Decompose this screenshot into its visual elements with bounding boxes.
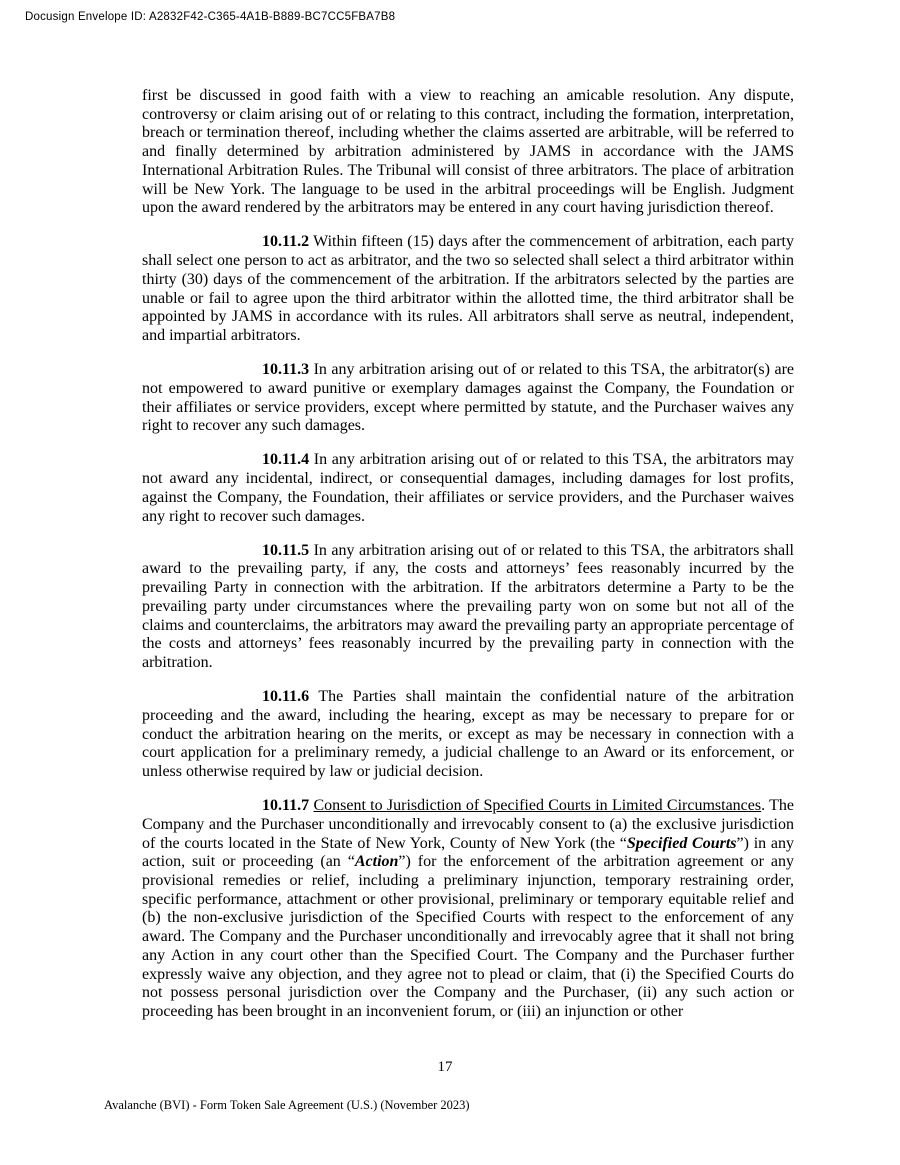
text-run: 10.11.6 bbox=[262, 688, 310, 706]
text-run: The Parties shall maintain the confidential nature of the arbitration proceeding and the award, including the hearing, except as may be necessary to prepare for or conduct the arbitration hearing on the merits, or except as may be necessary in connection with a court application for a preliminary remedy, a judicial challenge to an Award or its enforcement, or unless otherwise required by law or judicial decision. bbox=[142, 688, 794, 780]
docusign-envelope-id: Docusign Envelope ID: A2832F42-C365-4A1B-B889-BC7CC5FBA7B8 bbox=[25, 11, 396, 23]
paragraph bbox=[142, 361, 794, 436]
paragraph bbox=[142, 688, 794, 782]
text-run: Specified Courts bbox=[626, 834, 737, 852]
text-run: 10.11.3 bbox=[262, 361, 310, 379]
text-run: Within fifteen (15) days after the commencement of arbitration, each party shall select one person to act as arbitrator, and the two so selected shall select a third arbitrator within thirty (30) days of the commencement of the arbitration. If the arbitrators selected by the parties are unable or fail to agree upon the third arbitrator within the allotted time, the third arbitrator shall be appointed by JAMS in accordance with its rules. All arbitrators shall serve as neutral, independent, and impartial arbitrators. bbox=[142, 233, 794, 344]
text-run: 10.11.5 bbox=[262, 541, 310, 559]
paragraph bbox=[142, 233, 794, 345]
text-run: Consent to Jurisdiction of Specified Courts in Limited Circumstances bbox=[313, 797, 762, 815]
text-run: ”) for the enforcement of the arbitration agreement or any provisional remedies or relief, including a preliminary injunction, temporary restraining order, specific performance, attachment or other provisional, preliminary or temporary equitable relief and (b) the non-exclusive jurisdiction of the Specified Courts with respect to the enforcement of any award. The Company and the Purchaser unconditionally and irrevocably agree that it shall not bring any Action in any court other than the Specified Court. The Company and the Purchaser further expressly waive any objection, and they agree not to plead or claim, that (i) the Specified Courts do not possess personal jurisdiction over the Company and the Purchaser, (ii) any such action or proceeding has been brought in an inconvenient forum, or (iii) an injunction or other bbox=[142, 853, 794, 1020]
text-run: 10.11.2 bbox=[262, 233, 310, 251]
text-run: 10.11.7 bbox=[262, 797, 310, 815]
document-footer: Avalanche (BVI) - Form Token Sale Agreement (U.S.) (November 2023) bbox=[104, 1098, 470, 1112]
paragraph bbox=[142, 87, 794, 218]
text-run: . The Company and the Purchaser unconditionally and irrevocably consent to (a) the exclusive jurisdiction of the courts located in the State of New York, County of New York (the “ bbox=[142, 797, 795, 852]
text-run: In any arbitration arising out of or related to this TSA, the arbitrator(s) are not empowered to award punitive or exemplary damages against the Company, the Foundation or their affiliates or service providers, except where permitted by statute, and the Purchaser waives any right to recover any such damages. bbox=[142, 361, 794, 435]
text-run: In any arbitration arising out of or related to this TSA, the arbitrators shall award to the prevailing party, if any, the costs and attorneys’ fees reasonably incurred by the prevailing Party in connection with the arbitration. If the arbitrators determine a Party to be the prevailing party under circumstances where the prevailing party won on some but not all of the claims and counterclaims, the arbitrators may award the prevailing party an appropriate percentage of the costs and attorneys’ fees reasonably incurred by the prevailing party in connection with the arbitration. bbox=[142, 541, 794, 671]
paragraph bbox=[142, 451, 794, 526]
text-run: Action bbox=[354, 853, 399, 871]
document-body bbox=[142, 87, 794, 1037]
paragraph bbox=[142, 542, 794, 673]
text-run: ”) in any action, suit or proceeding (an “ bbox=[142, 834, 794, 871]
paragraph bbox=[142, 797, 794, 1021]
text-run: In any arbitration arising out of or related to this TSA, the arbitrators may not award any incidental, indirect, or consequential damages, including damages for lost profits, against the Company, the Foundation, their affiliates or service providers, and the Purchaser waives any right to recover such damages. bbox=[142, 451, 794, 525]
text-run: 10.11.4 bbox=[262, 451, 310, 469]
text-run: first be discussed in good faith with a view to reaching an amicable resolution. Any dispute, controversy or claim arising out of or relating to this contract, including the formation, interpretation, breach or termination thereof, including whether the claims asserted are arbitrable, will be referred to and finally determined by arbitration administered by JAMS in accordance with the JAMS International Arbitration Rules. The Tribunal will consist of three arbitrators. The place of arbitration will be New York. The language to be used in the arbitral proceedings will be English. Judgment upon the award rendered by the arbitrators may be entered in any court having jurisdiction thereof. bbox=[142, 87, 794, 217]
page-number: 17 bbox=[437, 1059, 453, 1075]
